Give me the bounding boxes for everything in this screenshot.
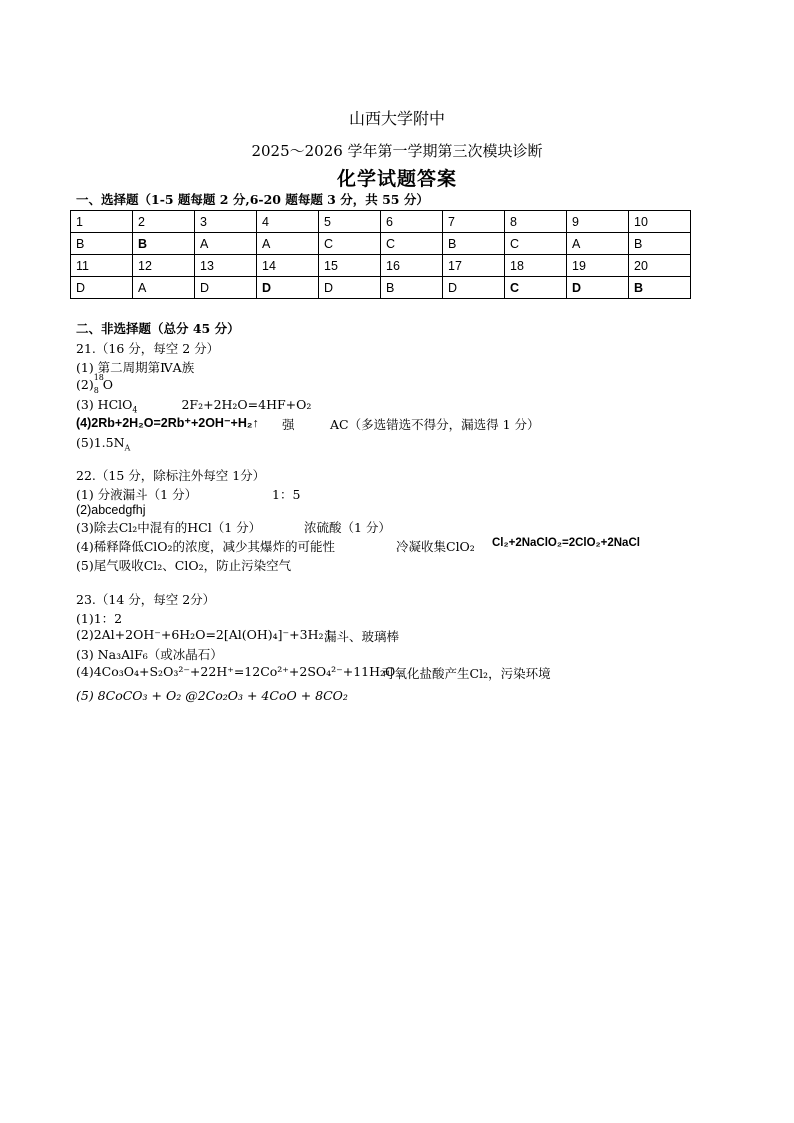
question-number-cell: 7 xyxy=(443,211,505,233)
q22-answer-3-reagent: 浓硫酸（1 分） xyxy=(304,520,391,535)
question-number-row xyxy=(71,211,691,233)
answer-cell: D xyxy=(195,277,257,299)
q21-answer-5 xyxy=(76,435,130,453)
question-number-cell: 12 xyxy=(133,255,195,277)
question-number-cell: 16 xyxy=(381,255,443,277)
question-number-cell: 8 xyxy=(505,211,567,233)
q21-answer-3-acid-sub: 4 xyxy=(132,405,138,415)
q21-answer-2 xyxy=(76,372,113,395)
q21-heading: 21.（16 分，每空 2 分） xyxy=(76,341,220,356)
q23-answer-2-tools: 漏斗、玻璃棒 xyxy=(324,629,400,644)
answer-cell: B xyxy=(71,233,133,255)
section2-heading: 二、非选择题（总分 45 分） xyxy=(76,321,240,336)
q21-answer-3 xyxy=(76,397,311,415)
answer-cell: C xyxy=(381,233,443,255)
answer-cell: A xyxy=(133,277,195,299)
q23-answer-5: (5) 8CoCO₃ + O₂ @2Co₂O₃ + 4CoO + 8CO₂ xyxy=(76,688,348,703)
q23-heading: 23.（14 分，每空 2分） xyxy=(76,592,216,607)
question-number-row xyxy=(71,255,691,277)
question-number-cell: 9 xyxy=(567,211,629,233)
q21-answer-4 xyxy=(76,415,259,430)
answer-cell: B xyxy=(443,233,505,255)
page-title: 化学试题答案 xyxy=(336,168,457,190)
q23-answer-3: (3) Na₃AlF₆（或冰晶石） xyxy=(76,647,223,662)
answer-cell: A xyxy=(257,233,319,255)
question-number-cell: 11 xyxy=(71,255,133,277)
question-number-cell: 14 xyxy=(257,255,319,277)
q22-answer-4: (4)稀释降低ClO₂的浓度，减少其爆炸的可能性 xyxy=(76,539,336,554)
question-number-cell: 18 xyxy=(505,255,567,277)
q23-answer-4-reason: 可氧化盐酸产生Cl₂，污染环境 xyxy=(382,666,551,681)
question-number-cell: 19 xyxy=(567,255,629,277)
answer-cell: C xyxy=(505,277,567,299)
question-number-cell: 1 xyxy=(71,211,133,233)
mass-number: 18 xyxy=(93,372,104,382)
q22-answer-5: (5)尾气吸收Cl₂、ClO₂，防止污染空气 xyxy=(76,558,292,573)
q21-answer-3-acid: (3) HClO xyxy=(76,397,133,412)
exam-term: 2025～2026 学年第一学期第三次模块诊断 xyxy=(251,142,543,160)
question-number-cell: 2 xyxy=(133,211,195,233)
q22-answer-2: (2)abcedgfhj xyxy=(76,503,146,517)
nuclide-indices xyxy=(93,372,104,395)
answer-cell: D xyxy=(319,277,381,299)
q22-answer-4-equation: Cl₂+2NaClO₂=2ClO₂+2NaCl xyxy=(492,537,640,549)
school-name: 山西大学附中 xyxy=(348,109,445,128)
answer-cell: A xyxy=(567,233,629,255)
answer-cell: C xyxy=(505,233,567,255)
answer-cell: C xyxy=(319,233,381,255)
q22-answer-1-ratio: 1：5 xyxy=(272,487,301,502)
answer-row xyxy=(71,277,691,299)
q21-answer-5-sub: A xyxy=(124,443,131,453)
q23-answer-1: (1)1：2 xyxy=(76,611,123,626)
answer-table xyxy=(70,210,691,299)
answer-cell: B xyxy=(381,277,443,299)
q23-answer-2: (2)2Al+2OH⁻+6H₂O=2[Al(OH)₄]⁻+3H₂↑ xyxy=(76,627,334,642)
element-symbol: O xyxy=(102,377,113,392)
q22-heading: 22.（15 分，除标注外每空 1分） xyxy=(76,468,266,483)
q22-answer-3: (3)除去Cl₂中混有的HCl（1 分） xyxy=(76,520,262,535)
atomic-number: 8 xyxy=(93,385,99,395)
answer-cell: D xyxy=(443,277,505,299)
q21-answer-5-value: (5)1.5N xyxy=(76,435,125,450)
q21-answer-4-strong: 强 xyxy=(282,417,295,432)
question-number-cell: 4 xyxy=(257,211,319,233)
q21-answer-1: (1) 第二周期第ⅣA族 xyxy=(76,360,195,375)
question-number-cell: 13 xyxy=(195,255,257,277)
answer-cell: B xyxy=(133,233,195,255)
q22-answer-4-collect: 冷凝收集ClO₂ xyxy=(396,539,475,554)
answer-cell: D xyxy=(71,277,133,299)
q21-answer-4-equation: (4)2Rb+2H₂O=2Rb⁺+2OH⁻+H₂↑ xyxy=(76,416,259,430)
answer-cell: B xyxy=(629,277,691,299)
section1-heading: 一、选择题（1-5 题每题 2 分,6-20 题每题 3 分，共 55 分） xyxy=(76,192,429,207)
answer-cell: A xyxy=(195,233,257,255)
question-number-cell: 15 xyxy=(319,255,381,277)
answer-cell: D xyxy=(257,277,319,299)
q21-answer-2-prefix: (2) xyxy=(76,377,94,392)
question-number-cell: 20 xyxy=(629,255,691,277)
q21-answer-3-equation: 2F₂+2H₂O=4HF+O₂ xyxy=(181,397,312,412)
q23-answer-4: (4)4Co₃O₄+S₂O₃²⁻+22H⁺=12Co²⁺+2SO₄²⁻+11H₂O xyxy=(76,664,396,679)
question-number-cell: 3 xyxy=(195,211,257,233)
question-number-cell: 5 xyxy=(319,211,381,233)
answer-cell: B xyxy=(629,233,691,255)
question-number-cell: 10 xyxy=(629,211,691,233)
q21-answer-4-choice: AC（多选错选不得分，漏选得 1 分） xyxy=(330,417,540,432)
answer-cell: D xyxy=(567,277,629,299)
question-number-cell: 6 xyxy=(381,211,443,233)
answer-row xyxy=(71,233,691,255)
question-number-cell: 17 xyxy=(443,255,505,277)
q22-answer-1: (1) 分液漏斗（1 分） xyxy=(76,487,198,502)
